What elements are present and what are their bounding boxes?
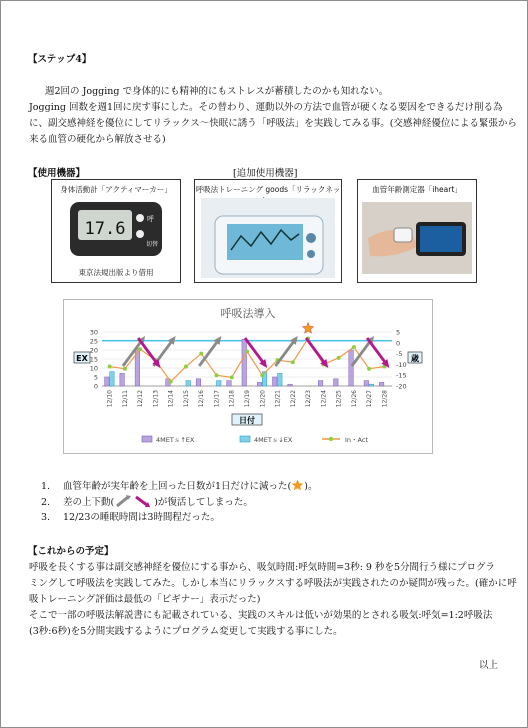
result-text: 血管年齢が実年齢を上回った日数が1日だけに減った( (63, 481, 292, 492)
bar (216, 381, 221, 386)
right-tick-label: -20 (396, 382, 407, 391)
x-tick-label: 12/16 (198, 390, 206, 408)
up-arrow (352, 340, 371, 366)
result-text: 差の上下動( (63, 497, 115, 508)
x-tick-label: 12/21 (274, 390, 282, 408)
data-point (352, 345, 356, 349)
result-item-2 (41, 495, 253, 509)
x-tick-label: 12/13 (152, 390, 160, 408)
left-axis-label: EX (76, 354, 88, 363)
right-tick-label: -5 (396, 350, 403, 359)
bar (364, 381, 369, 386)
data-point (260, 373, 264, 377)
bar (334, 379, 339, 386)
left-tick-label: 5 (93, 373, 98, 382)
para1-line4: 来る血管の硬化から解放させる) (29, 134, 166, 145)
result-text-end: )が復活してしまった。 (154, 497, 253, 508)
para2-line3: 吸トレーニング評価は最低の「ビギナー」表示だった) (29, 594, 261, 605)
data-point (367, 367, 371, 371)
closing-text: 以上 (479, 660, 499, 671)
x-tick-label: 12/19 (244, 390, 251, 408)
legend-series-2: 4METｓ↓EX (254, 436, 293, 444)
result-item-1 (41, 479, 317, 493)
x-tick-label: 12/17 (213, 390, 221, 408)
equipment-heading: 【使用機器】 (28, 168, 86, 179)
bar (278, 373, 283, 386)
data-point (138, 347, 142, 351)
data-point (291, 360, 295, 364)
x-axis-label: 日付 (239, 416, 255, 425)
result-item-3 (41, 511, 220, 524)
x-tick-label: 12/20 (259, 390, 267, 408)
bar (196, 379, 201, 386)
activity-meter-btn1: 呼 (147, 215, 154, 223)
data-point (214, 373, 218, 377)
para1-line1: 週2回の Jogging で身体的にも精神的にもストレスが蓄積したのかも知れない。 (45, 86, 389, 97)
x-tick-label: 12/18 (228, 390, 236, 408)
bar (120, 373, 125, 386)
bar (272, 377, 277, 386)
x-tick-label: 12/22 (289, 390, 297, 408)
x-tick-label: 12/10 (106, 390, 114, 408)
step-heading: 【ステップ4】 (28, 54, 92, 65)
right-axis-label: 歳 (411, 354, 419, 363)
bar (349, 350, 354, 386)
para2-line2: ミングして呼吸法を実践してみた。しかし本当にリラックスする呼吸法が実践されたのか疑問が残った。(確かに呼 (29, 578, 517, 589)
bar (288, 384, 293, 386)
x-tick-label: 12/23 (305, 390, 313, 408)
bar (379, 382, 384, 386)
chart-title: 呼吸法導入 (220, 307, 276, 320)
activity-meter-btn2: 切替 (146, 241, 159, 248)
left-tick-label: 15 (89, 355, 98, 364)
left-tick-label: 10 (89, 364, 98, 373)
right-tick-label: -10 (396, 360, 407, 369)
result-number: 1. (41, 481, 51, 492)
bar (227, 381, 232, 386)
left-tick-label: 20 (89, 346, 98, 355)
result-text: 12/23の睡眠時間は3時間程だった。 (63, 512, 220, 523)
device-panel-iheart (357, 179, 477, 283)
up-down-arrows-icon (114, 495, 154, 508)
para1-line3: に、副交感神経を優位にしてリラックス～快眠に誘う「呼吸法」を実践してみる事。(交感神経優位による緊張から (29, 118, 517, 129)
bar (242, 339, 247, 386)
device-caption: 身体活動計「アクティマーカー」 (60, 185, 172, 194)
device-subcaption: 東京法規出版より借用 (78, 268, 154, 277)
x-tick-label: 12/15 (182, 390, 190, 408)
legend-series-1: 4METｓ↑EX (156, 436, 195, 444)
down-arrow (306, 338, 325, 364)
added-equipment-heading: [追加使用機器] (233, 168, 298, 179)
left-tick-label: 0 (93, 382, 98, 391)
result-number: 2. (41, 497, 51, 508)
star-icon (291, 479, 304, 491)
para1-line2: Jogging 回数を週1回に戻す事にした。その替わり、運動以外の方法で血管が硬くなる要因をできるだけ削る為 (29, 102, 503, 113)
bar (257, 382, 262, 386)
x-tick-label: 12/24 (320, 390, 328, 408)
para2-line4: そこで一部の呼吸法解説書にも記載されている、実践のスキルは低いが効果的とされる吸気:呼気=1:2呼吸法 (29, 610, 493, 621)
x-tick-label: 12/25 (335, 390, 343, 408)
activity-meter-value: 17.6 (84, 219, 126, 239)
result-text-end: )。 (304, 481, 318, 492)
data-point (123, 367, 127, 371)
x-tick-label: 12/14 (167, 390, 175, 408)
down-arrow (367, 338, 386, 364)
x-tick-label: 12/28 (381, 390, 389, 408)
x-tick-label: 12/11 (121, 390, 129, 408)
series-line (110, 338, 385, 381)
data-point (169, 380, 173, 384)
left-tick-label: 25 (89, 337, 98, 346)
data-point (337, 356, 341, 360)
device-caption: 血管年齢測定器「iheart」 (372, 185, 462, 194)
right-tick-label: 0 (396, 339, 401, 348)
device-caption: 呼吸法トレーニング goods「リラックネッ (195, 185, 341, 194)
data-point (230, 375, 234, 379)
device-panel-breathing-trainer (194, 179, 342, 283)
x-tick-label: 12/27 (366, 390, 374, 408)
bar (110, 372, 115, 386)
iheart-image (358, 198, 476, 278)
bar (105, 377, 110, 386)
activity-meter-image (52, 196, 180, 266)
left-tick-label: 30 (89, 328, 98, 337)
x-tick-label: 12/26 (350, 390, 358, 408)
breathing-trainer-image (195, 198, 341, 278)
bar (369, 384, 374, 386)
data-point (199, 352, 203, 356)
legend-series-3: In・Act (345, 436, 368, 444)
result-number: 3. (41, 512, 51, 523)
para2-line5: (3秒:6秒)を5分間実践するようにプログラム変更して実践する事にした。 (29, 626, 343, 637)
para2-line1: 呼吸を長くする事は副交感神経を優位にする事から、吸気時間:呼気時間=3秒: 9 秒を5分間行う様にプログラ (29, 562, 496, 573)
chart-svg (64, 300, 432, 453)
plans-heading: 【これからの予定】 (28, 546, 114, 557)
data-point (108, 365, 112, 369)
bar (318, 381, 323, 386)
chart-legend (142, 436, 368, 444)
data-point (184, 365, 188, 369)
device-panel-activity-meter (51, 179, 181, 283)
right-tick-label: 5 (396, 328, 401, 337)
bar (186, 381, 191, 386)
chart-container (63, 299, 433, 454)
chart-line-series (108, 336, 387, 383)
data-point (245, 349, 249, 353)
chart-bars (105, 339, 384, 386)
right-tick-label: -15 (396, 371, 407, 380)
x-tick-label: 12/12 (137, 390, 145, 408)
